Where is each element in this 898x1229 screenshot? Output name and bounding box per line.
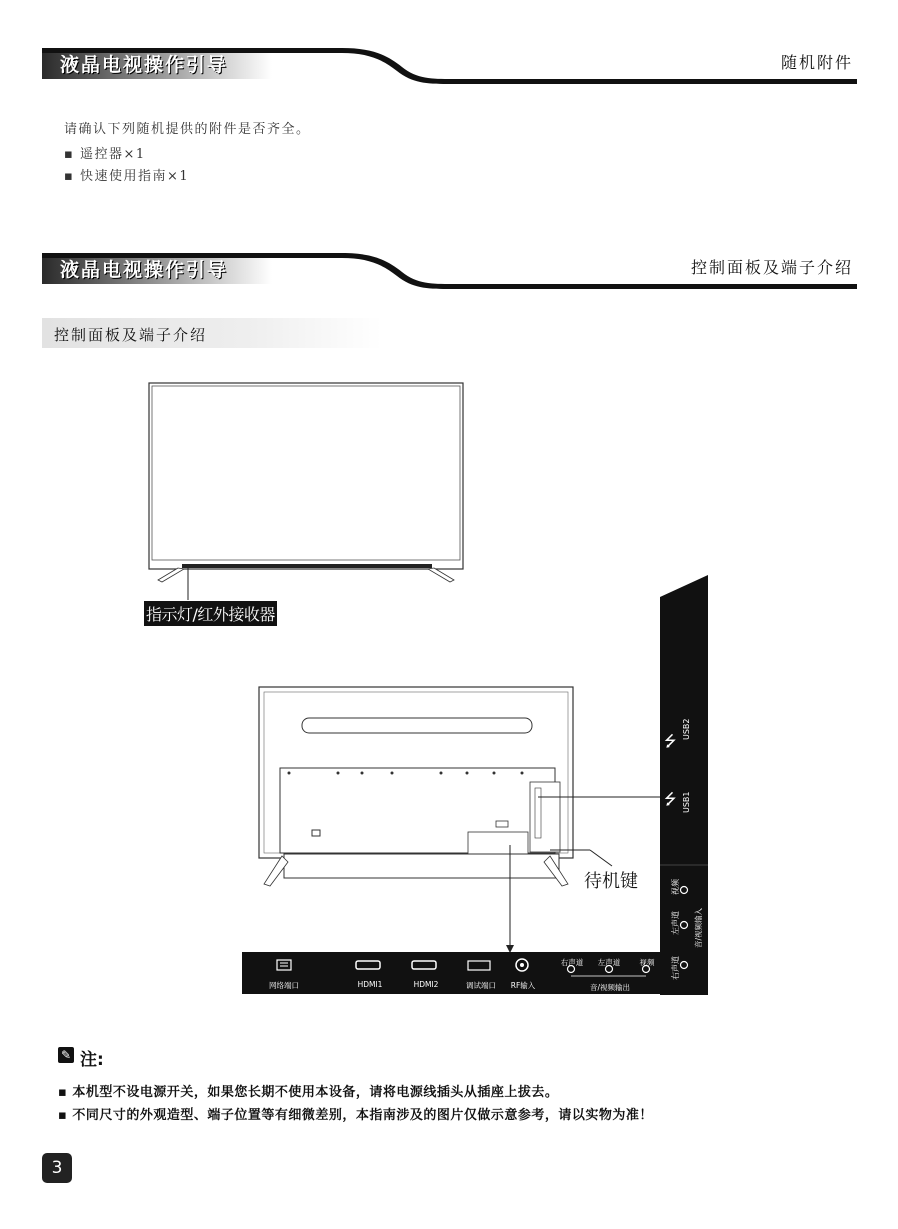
pencil-icon: ✎ xyxy=(58,1047,74,1063)
rf-input-label: RF输入 xyxy=(510,981,536,990)
usb-icon: ⭍ xyxy=(664,790,677,808)
side-video-label: 视频 xyxy=(671,879,680,895)
accessories-intro: 请确认下列随机提供的附件是否齐全。 xyxy=(64,122,311,137)
subheader-title: 控制面板及端子介绍 xyxy=(54,326,208,344)
section-header-accessories xyxy=(42,45,857,85)
header-title: 液晶电视操作引导 xyxy=(60,54,229,76)
network-port-label: 网络端口 xyxy=(269,981,299,990)
standby-key-label: 待机键 xyxy=(584,871,638,892)
left-audio-out-label: 左声道 xyxy=(597,958,621,967)
hdmi2-label: HDMI2 xyxy=(413,980,439,989)
tv-front-illustration xyxy=(140,378,470,603)
side-av-jacks xyxy=(676,880,706,980)
subheader-bar xyxy=(42,318,382,348)
section-header-panel xyxy=(42,250,857,290)
accessory-item-remote: ▪ 遥控器×1 xyxy=(64,147,146,162)
av-output-label: 音/视频输出 xyxy=(589,983,631,992)
note-item-disclaimer: ▪ 不同尺寸的外观造型、端子位置等有细微差别，本指南涉及的图片仅做示意参考，请以实物为准！ xyxy=(58,1108,653,1123)
page-number: 3 xyxy=(42,1153,72,1183)
header-section-name: 控制面板及端子介绍 xyxy=(690,258,853,277)
video-out-label: 视频 xyxy=(639,958,655,967)
header-title: 液晶电视操作引导 xyxy=(60,259,229,281)
note-item-power: ▪ 本机型不设电源开关，如果您长期不使用本设备，请将电源线插头从插座上拔去。 xyxy=(58,1085,559,1100)
note-title: 注: xyxy=(80,1050,104,1070)
usb2-label: USB2 xyxy=(682,718,691,740)
usb-icon: ⭍ xyxy=(664,732,677,750)
accessory-item-guide: ▪ 快速使用指南×1 xyxy=(64,169,190,184)
side-left-audio-label: 左声道 xyxy=(671,911,680,935)
side-av-in-label: 音/视频输入 xyxy=(694,907,703,948)
indicator-label: 指示灯/红外接收器 xyxy=(144,601,277,626)
usb1-label: USB1 xyxy=(682,791,691,813)
header-section-name: 随机附件 xyxy=(780,53,853,72)
right-audio-out-label: 右声道 xyxy=(560,958,584,967)
hdmi1-label: HDMI1 xyxy=(357,980,383,989)
side-right-audio-label: 右声道 xyxy=(671,956,680,980)
debug-port-label: 调试端口 xyxy=(466,981,496,990)
